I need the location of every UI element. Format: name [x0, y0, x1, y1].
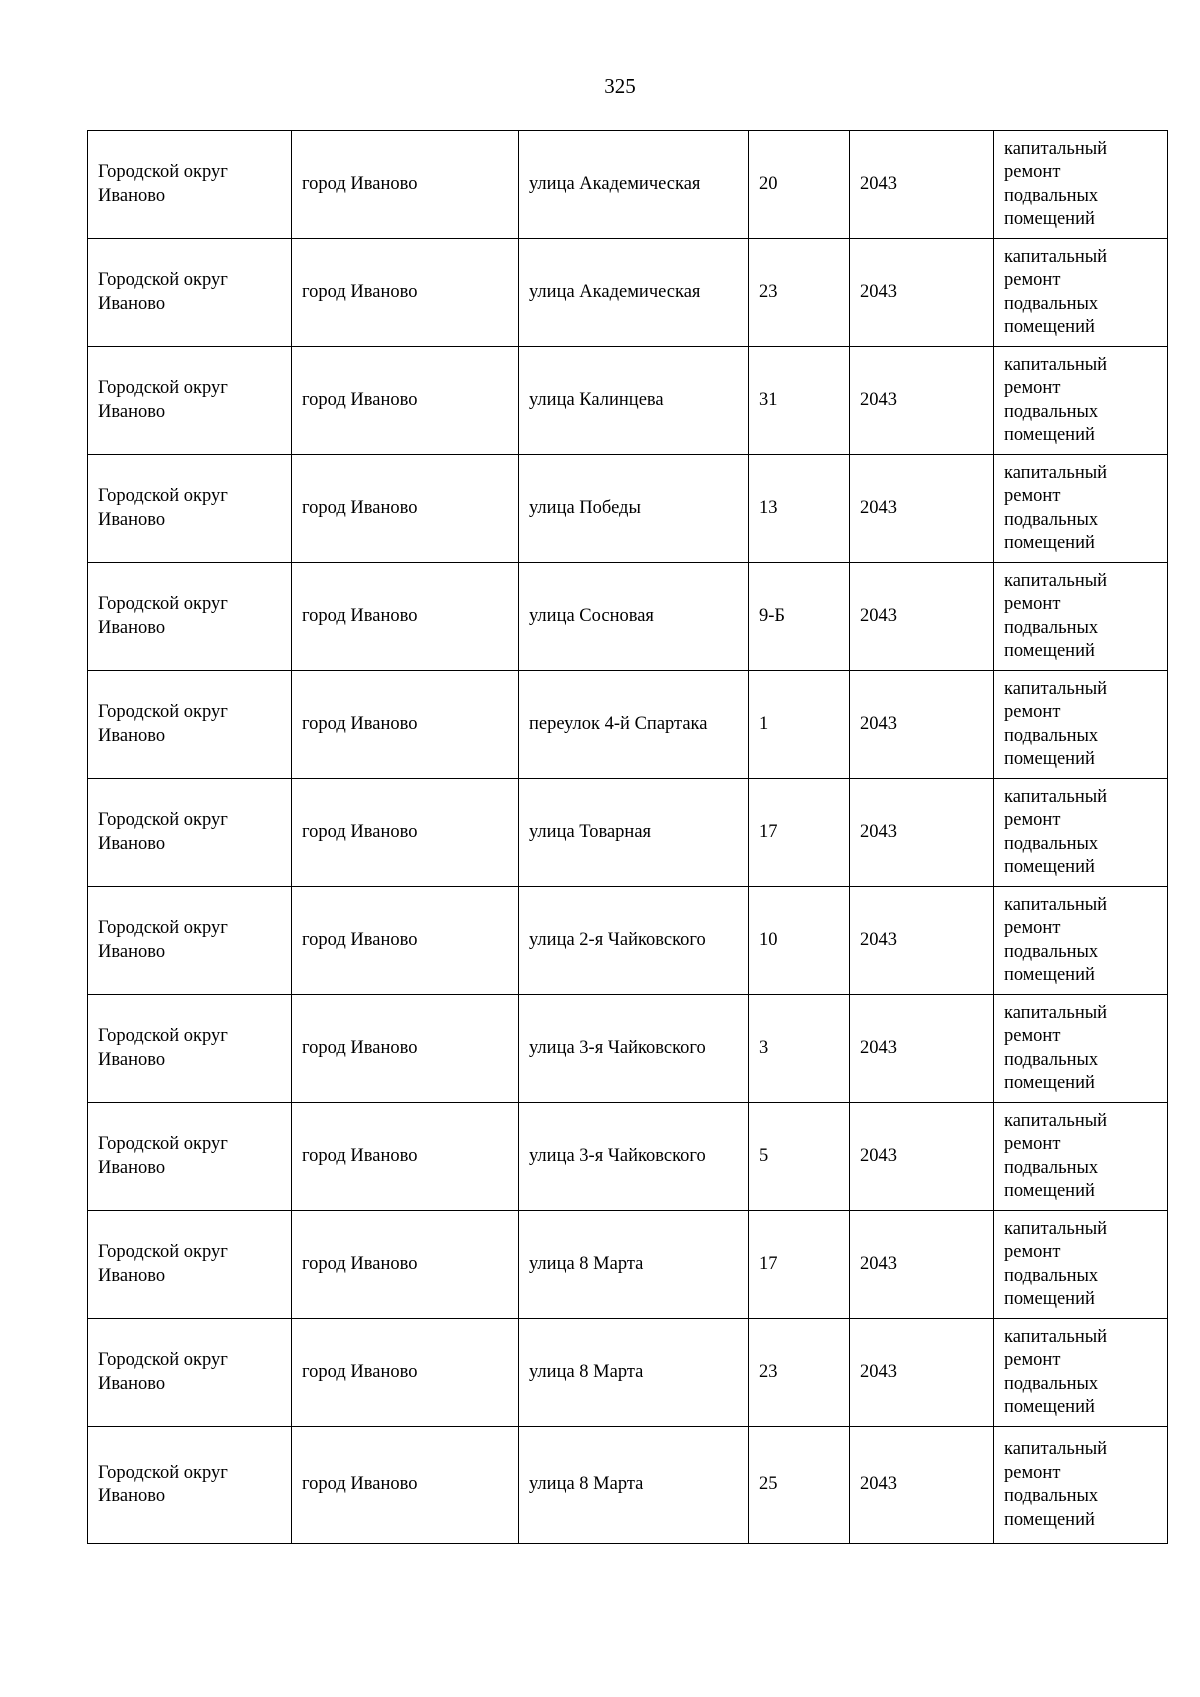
municipality-cell: Городской округ Иваново: [88, 887, 292, 995]
settlement-cell: город Иваново: [292, 995, 519, 1103]
year-cell: 2043: [850, 347, 994, 455]
year-cell: 2043: [850, 1103, 994, 1211]
work-type-cell: капитальный ремонт подвальных помещений: [994, 1103, 1168, 1211]
table-row: [88, 779, 1168, 887]
settlement-cell: город Иваново: [292, 131, 519, 239]
table-row: [88, 1427, 1168, 1544]
table-row: [88, 563, 1168, 671]
house-number-cell: 23: [749, 239, 850, 347]
municipality-cell: Городской округ Иваново: [88, 1427, 292, 1544]
street-cell: улица 3-я Чайковского: [519, 1103, 749, 1211]
street-cell: улица 2-я Чайковского: [519, 887, 749, 995]
municipality-cell: Городской округ Иваново: [88, 1211, 292, 1319]
table-body: [88, 131, 1168, 1544]
work-type-cell: капитальный ремонт подвальных помещений: [994, 1427, 1168, 1544]
year-cell: 2043: [850, 671, 994, 779]
year-cell: 2043: [850, 1319, 994, 1427]
settlement-cell: город Иваново: [292, 1211, 519, 1319]
year-cell: 2043: [850, 239, 994, 347]
settlement-cell: город Иваново: [292, 455, 519, 563]
house-number-cell: 17: [749, 779, 850, 887]
year-cell: 2043: [850, 563, 994, 671]
settlement-cell: город Иваново: [292, 1319, 519, 1427]
street-cell: улица 8 Марта: [519, 1427, 749, 1544]
house-number-cell: 20: [749, 131, 850, 239]
municipality-cell: Городской округ Иваново: [88, 347, 292, 455]
municipality-cell: Городской округ Иваново: [88, 779, 292, 887]
municipality-cell: Городской округ Иваново: [88, 455, 292, 563]
street-cell: улица 8 Марта: [519, 1319, 749, 1427]
house-number-cell: 25: [749, 1427, 850, 1544]
table-row: [88, 131, 1168, 239]
work-type-cell: капитальный ремонт подвальных помещений: [994, 671, 1168, 779]
work-type-cell: капитальный ремонт подвальных помещений: [994, 455, 1168, 563]
street-cell: улица Товарная: [519, 779, 749, 887]
year-cell: 2043: [850, 995, 994, 1103]
municipality-cell: Городской округ Иваново: [88, 1319, 292, 1427]
municipality-cell: Городской округ Иваново: [88, 995, 292, 1103]
work-type-cell: капитальный ремонт подвальных помещений: [994, 347, 1168, 455]
year-cell: 2043: [850, 887, 994, 995]
table-row: [88, 1211, 1168, 1319]
work-type-cell: капитальный ремонт подвальных помещений: [994, 887, 1168, 995]
house-number-cell: 1: [749, 671, 850, 779]
street-cell: улица Академическая: [519, 131, 749, 239]
municipality-cell: Городской округ Иваново: [88, 1103, 292, 1211]
work-type-cell: капитальный ремонт подвальных помещений: [994, 1211, 1168, 1319]
work-type-cell: капитальный ремонт подвальных помещений: [994, 995, 1168, 1103]
table-row: [88, 1103, 1168, 1211]
year-cell: 2043: [850, 1211, 994, 1319]
year-cell: 2043: [850, 131, 994, 239]
municipality-cell: Городской округ Иваново: [88, 239, 292, 347]
work-type-cell: капитальный ремонт подвальных помещений: [994, 1319, 1168, 1427]
work-type-cell: капитальный ремонт подвальных помещений: [994, 131, 1168, 239]
table-row: [88, 887, 1168, 995]
house-number-cell: 17: [749, 1211, 850, 1319]
work-type-cell: капитальный ремонт подвальных помещений: [994, 239, 1168, 347]
street-cell: улица Академическая: [519, 239, 749, 347]
settlement-cell: город Иваново: [292, 347, 519, 455]
table-row: [88, 671, 1168, 779]
settlement-cell: город Иваново: [292, 671, 519, 779]
street-cell: улица 8 Марта: [519, 1211, 749, 1319]
table-row: [88, 347, 1168, 455]
house-number-cell: 10: [749, 887, 850, 995]
settlement-cell: город Иваново: [292, 887, 519, 995]
street-cell: улица 3-я Чайковского: [519, 995, 749, 1103]
page-number: 325: [604, 74, 636, 98]
table-row: [88, 995, 1168, 1103]
street-cell: улица Сосновая: [519, 563, 749, 671]
municipality-cell: Городской округ Иваново: [88, 131, 292, 239]
work-type-cell: капитальный ремонт подвальных помещений: [994, 563, 1168, 671]
house-number-cell: 5: [749, 1103, 850, 1211]
settlement-cell: город Иваново: [292, 1103, 519, 1211]
house-number-cell: 9-Б: [749, 563, 850, 671]
settlement-cell: город Иваново: [292, 563, 519, 671]
municipality-cell: Городской округ Иваново: [88, 671, 292, 779]
house-number-cell: 31: [749, 347, 850, 455]
year-cell: 2043: [850, 455, 994, 563]
street-cell: улица Калинцева: [519, 347, 749, 455]
table-row: [88, 455, 1168, 563]
house-number-cell: 13: [749, 455, 850, 563]
table-row: [88, 239, 1168, 347]
municipality-cell: Городской округ Иваново: [88, 563, 292, 671]
settlement-cell: город Иваново: [292, 239, 519, 347]
year-cell: 2043: [850, 779, 994, 887]
street-cell: улица Победы: [519, 455, 749, 563]
house-number-cell: 23: [749, 1319, 850, 1427]
settlement-cell: город Иваново: [292, 1427, 519, 1544]
street-cell: переулок 4-й Спартака: [519, 671, 749, 779]
table-row: [88, 1319, 1168, 1427]
house-number-cell: 3: [749, 995, 850, 1103]
year-cell: 2043: [850, 1427, 994, 1544]
repair-schedule-table: [87, 130, 1168, 1544]
settlement-cell: город Иваново: [292, 779, 519, 887]
work-type-cell: капитальный ремонт подвальных помещений: [994, 779, 1168, 887]
